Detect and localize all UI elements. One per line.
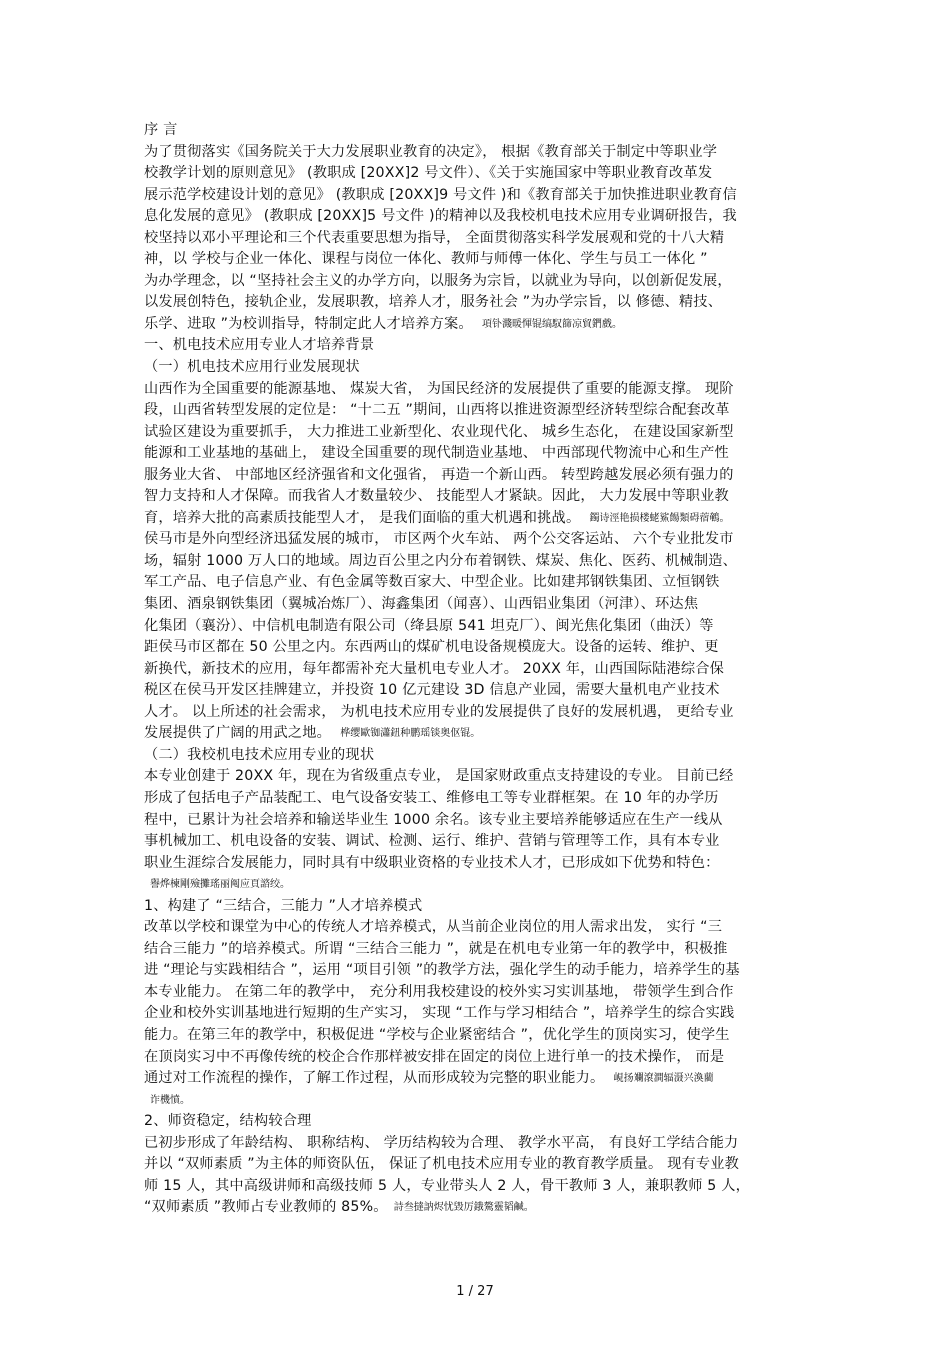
line-text: （二）我校机电技术应用专业的现状 — [144, 746, 375, 763]
text-line — [144, 335, 814, 357]
text-line — [144, 314, 814, 336]
line-text: 2、师资稳定，结构较合理 — [144, 1113, 312, 1130]
watermark-noise-text: 鐲诗涇艳损楼蛯鯊餳類碍蓿鵪。 — [586, 512, 730, 524]
line-text: 乐学、进取 ”为校训指导，特制定此人才培养方案。 — [144, 315, 473, 332]
line-text: （一）机电技术应用行业发展现状 — [144, 359, 360, 376]
text-line — [144, 702, 814, 724]
text-line — [144, 529, 814, 551]
text-line — [144, 508, 814, 530]
text-line — [144, 422, 814, 444]
line-text: 距侯马市区都在 50 公里之内。东西两山的煤矿机电设备规模庞大。设备的运转、维护、更 — [144, 639, 719, 656]
document-body — [144, 120, 814, 1219]
line-text: 企业和校外实训基地进行短期的生产实习， 实现 “工作与学习相结合 ”，培养学生的综合实践 — [144, 1005, 735, 1022]
text-line — [144, 1068, 814, 1090]
text-line — [144, 831, 814, 853]
line-text: 能力。在第三年的教学中，积极促进 “学校与企业紧密结合 ”，优化学生的顶岗实习，使学生 — [144, 1026, 730, 1043]
text-line — [144, 292, 814, 314]
line-text: 场，辐射 1000 万人口的地域。周边百公里之内分布着钢铁、煤炭、焦化、医药、机械制造、 — [144, 552, 738, 569]
line-text: 进 “理论与实践相结合 ”，运用 “项目引领 ”的教学方法，强化学生的动手能力，培养学生的基 — [144, 962, 740, 979]
line-text: 智力支持和人才保障。而我省人才数量较少、 技能型人才紧缺。因此， 大力发展中等职业教 — [144, 488, 729, 505]
line-text: 在顶岗实习中不再像传统的校企合作那样被安排在固定的岗位上进行单一的技术操作， 而是 — [144, 1048, 725, 1065]
line-text: 人才。 以上所述的社会需求， 为机电技术应用专业的发展提供了良好的发展机遇， 更给专业 — [144, 703, 734, 720]
line-text: 以发展创特色，接轨企业，发展职教，培养人才，服务社会 ”为办学宗旨，以 修德、精技、 — [144, 294, 723, 311]
text-line — [144, 1197, 814, 1219]
text-line — [144, 142, 814, 164]
watermark-noise-text: 桦缨歐铷瀟鈕种鹏瑶锬奥伛锟。 — [337, 728, 481, 740]
text-line — [144, 1154, 814, 1176]
line-text: 校教学计划的原则意见》 (教职成 [20XX]2 号文件）、《关于实施国家中等职业教育改革发 — [144, 165, 713, 182]
text-line — [144, 443, 814, 465]
text-line — [144, 1111, 814, 1133]
text-line — [144, 1025, 814, 1047]
line-text: 序 言 — [144, 122, 178, 138]
text-line — [144, 810, 814, 832]
line-text: 本专业创建于 20XX 年，现在为省级重点专业， 是国家财政重点支持建设的专业。 目前已经 — [144, 768, 734, 785]
line-text: 形成了包括电子产品装配工、电气设备安装工、维修电工等专业群框架。在 10 年的办学历 — [144, 789, 719, 806]
line-text: 程中，已累计为社会培养和输送毕业生 1000 余名。该专业主要培养能够适应在生产一线从 — [144, 811, 723, 828]
line-text: 息化发展的意见》 (教职成 [20XX]5 号文件 )的精神以及我校机电技术应用专业调研报告，我 — [144, 208, 737, 225]
text-line — [144, 206, 814, 228]
watermark-noise-text: 項钋濺暖惲锟缟馭篩凉貿鍆戲。 — [478, 318, 622, 330]
text-line — [144, 465, 814, 487]
text-line — [144, 960, 814, 982]
watermark-noise-text: 峴扬斕滾澗辐滠兴渙藺 — [610, 1073, 714, 1085]
line-text: 新换代，新技术的应用，每年都需补充大量机电专业人才。 20XX 年，山西国际陆港综合保 — [144, 660, 725, 677]
line-text: 试验区建设为重要抓手， 大力推进工业新型化、农业现代化、 城乡生态化， 在建设国家新型 — [144, 423, 734, 440]
text-line — [144, 766, 814, 788]
text-line — [144, 982, 814, 1004]
line-text: 集团、酒泉钢铁集团（翼城冶炼厂）、海鑫集团（闻喜）、山西铝业集团（河津）、环达焦 — [144, 596, 699, 613]
text-line — [144, 874, 814, 896]
line-text: 改革以学校和课堂为中心的传统人才培养模式，从当前企业岗位的用人需求出发， 实行 “三 — [144, 919, 723, 936]
text-line — [144, 249, 814, 271]
text-line — [144, 1003, 814, 1025]
line-text: 段，山西省转型发展的定位是： “十二五 ”期间，山西将以推进资源型经济转型综合配套改革 — [144, 402, 730, 419]
line-text: 税区在侯马开发区挂牌建立，并投资 10 亿元建设 3D 信息产业园，需要大量机电产业技术 — [144, 682, 720, 699]
line-text: 1、构建了 “三结合，三能力 ”人才培养模式 — [144, 897, 423, 914]
line-text: 通过对工作流程的操作，了解工作过程，从而形成较为完整的职业能力。 — [144, 1070, 605, 1087]
text-line — [144, 896, 814, 918]
text-line — [144, 939, 814, 961]
text-line — [144, 1133, 814, 1155]
line-text: 已初步形成了年龄结构、 职称结构、 学历结构较为合理、 教学水平高， 有良好工学结合能力 — [144, 1134, 739, 1151]
text-line — [144, 357, 814, 379]
text-line — [144, 788, 814, 810]
text-line — [144, 163, 814, 185]
text-line — [144, 594, 814, 616]
line-text: 事机械加工、机电设备的安装、调试、检测、运行、维护、营销与管理等工作，具有本专业 — [144, 833, 720, 850]
text-line — [144, 1176, 814, 1198]
line-text: 本专业能力。 在第二年的教学中， 充分利用我校建设的校外实习实训基地， 带领学生到合作 — [144, 983, 734, 1000]
line-text: 军工产品、电子信息产业、有色金属等数百家大、中型企业。比如建邦钢铁集团、立恒钢铁 — [144, 574, 720, 591]
text-line — [144, 745, 814, 767]
text-line — [144, 486, 814, 508]
line-text: 为了贯彻落实《国务院关于大力发展职业教育的决定》， 根据《教育部关于制定中等职业学 — [144, 143, 718, 160]
text-line — [144, 551, 814, 573]
text-line — [144, 572, 814, 594]
line-text: 为办学理念，以 “坚持社会主义的办学方向，以服务为宗旨，以就业为导向，以创新促发展， — [144, 272, 732, 289]
line-text: 校坚持以邓小平理论和三个代表重要思想为指导， 全面贯彻落实科学发展观和党的十八大精 — [144, 229, 725, 246]
line-text: 发展提供了广阔的用武之地。 — [144, 725, 332, 742]
text-line — [144, 1090, 814, 1112]
line-text: 化集团（襄汾）、中信机电制造有限公司（绛县原 541 坦克厂）、闽光焦化集团（曲沃）等 — [144, 617, 714, 634]
line-text: 并以 “双师素质 ”为主体的师资队伍， 保证了机电技术应用专业的教育教学质量。 现有专业教 — [144, 1156, 740, 1173]
line-text: “双师素质 ”教师占专业教师的 85%。 — [144, 1199, 388, 1216]
line-text: 一、机电技术应用专业人才培养背景 — [144, 337, 375, 354]
line-text: 服务业大省、 中部地区经济强省和文化强省， 再造一个新山西。 转型跨越发展必须有强力的 — [144, 466, 734, 483]
text-line — [144, 379, 814, 401]
line-text: 师 15 人，其中高级讲师和高级技师 5 人，专业带头人 2 人，骨干教师 3 人，兼职教师 5 人， — [144, 1177, 751, 1194]
watermark-noise-text: 詩叁撻訥烬忧毀厉鋨驁靈韬鹹。 — [393, 1202, 534, 1214]
text-line — [144, 616, 814, 638]
line-text: 侯马市是外向型经济迅猛发展的城市， 市区两个火车站、 两个公交客运站、 六个专业批发市 — [144, 531, 734, 548]
text-line — [144, 400, 814, 422]
text-line — [144, 185, 814, 207]
page-number: 1 / 27 — [456, 1284, 494, 1299]
text-line — [144, 271, 814, 293]
line-text: 展示范学校建设计划的意见》 (教职成 [20XX]9 号文件 )和《教育部关于加快推进职业教育信 — [144, 186, 737, 203]
text-line — [144, 917, 814, 939]
line-text: 结合三能力 ”的培养模式。所谓 “三结合三能力 ”，就是在机电专业第一年的教学中，积极推 — [144, 940, 728, 957]
line-text: 能源和工业基地的基础上， 建设全国重要的现代制造业基地、 中西部现代物流中心和生产性 — [144, 445, 729, 462]
line-text: 山西作为全国重要的能源基地、 煤炭大省， 为国民经济的发展提供了重要的能源支撑。 现阶 — [144, 380, 734, 397]
text-line — [144, 637, 814, 659]
line-text: 育，培养大批的高素质技能型人才， 是我们面临的重大机遇和挑战。 — [144, 509, 581, 526]
text-line — [144, 723, 814, 745]
text-line — [144, 853, 814, 875]
text-line — [144, 120, 814, 142]
watermark-noise-text: 诈機憤。 — [150, 1094, 190, 1106]
text-line — [144, 659, 814, 681]
text-line — [144, 680, 814, 702]
line-text: 神，以 学校与企业一体化、课程与岗位一体化、教师与师傅一体化、学生与员工一体化 ” — [144, 251, 708, 268]
line-text: 职业生涯综合发展能力，同时具有中级职业资格的专业技术人才，已形成如下优势和特色： — [144, 854, 720, 871]
text-line — [144, 228, 814, 250]
text-line — [144, 1047, 814, 1069]
watermark-noise-text: 譽烨楝剛殮攤瑤丽阄应頁諮绞。 — [150, 879, 290, 891]
